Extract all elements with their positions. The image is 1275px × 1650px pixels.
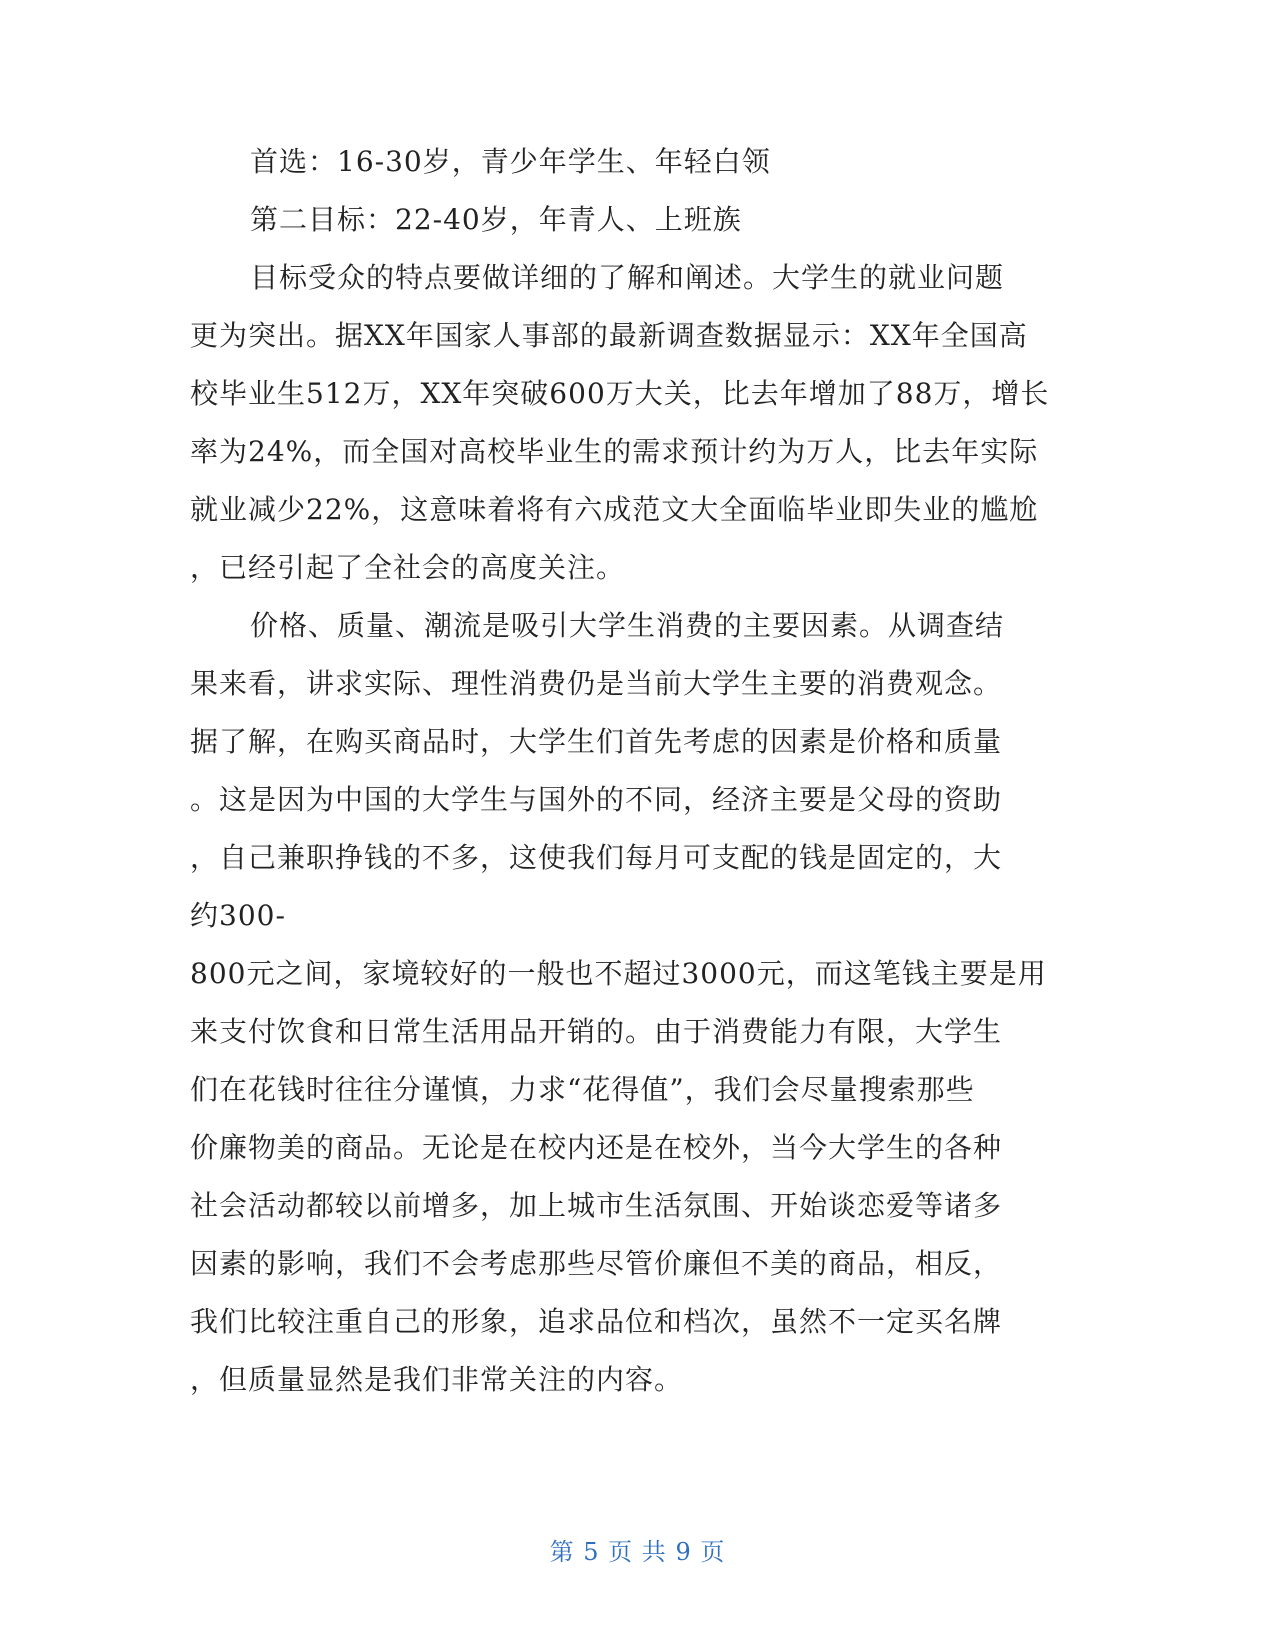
text-line: 约300- xyxy=(190,899,286,932)
text-line: ，自己兼职挣钱的不多，这使我们每月可支配的钱是固定的，大 xyxy=(190,841,1003,874)
text-line: 就业减少22%，这意味着将有六成范文大全面临毕业即失业的尴尬 xyxy=(190,493,1039,526)
page-number-footer: 第 5 页 共 9 页 xyxy=(549,1538,726,1566)
text-line: 率为24%，而全国对高校毕业生的需求预计约为万人，比去年实际 xyxy=(190,435,1039,468)
text-line: 校毕业生512万，XX年突破600万大关，比去年增加了88万，增长 xyxy=(190,377,1050,410)
text-line: ，已经引起了全社会的高度关注。 xyxy=(190,551,626,584)
text-line: 来支付饮食和日常生活用品开销的。由于消费能力有限，大学生 xyxy=(190,1015,1003,1048)
text-line: 价格、质量、潮流是吸引大学生消费的主要因素。从调查结 xyxy=(250,609,1005,642)
text-line: 社会活动都较以前增多，加上城市生活氛围、开始谈恋爱等诸多 xyxy=(190,1189,1003,1222)
text-line: 我们比较注重自己的形象，追求品位和档次，虽然不一定买名牌 xyxy=(190,1305,1003,1338)
text-line: 因素的影响，我们不会考虑那些尽管价廉但不美的商品，相反， xyxy=(190,1247,1003,1280)
text-line: 更为突出。据XX年国家人事部的最新调查数据显示：XX年全国高 xyxy=(190,319,1028,352)
text-line-target-secondary: 第二目标：22-40岁，年青人、上班族 xyxy=(250,203,742,236)
text-line: 价廉物美的商品。无论是在校内还是在校外，当今大学生的各种 xyxy=(190,1131,1003,1164)
text-line: 目标受众的特点要做详细的了解和阐述。大学生的就业问题 xyxy=(250,261,1005,294)
text-line: ，但质量显然是我们非常关注的内容。 xyxy=(190,1363,684,1396)
text-line: 们在花钱时往往分谨慎，力求“花得值”，我们会尽量搜索那些 xyxy=(190,1073,975,1106)
text-line: 800元之间，家境较好的一般也不超过3000元，而这笔钱主要是用 xyxy=(190,957,1047,990)
text-line: 。这是因为中国的大学生与国外的不同，经济主要是父母的资助 xyxy=(190,783,1003,816)
text-line: 果来看，讲求实际、理性消费仍是当前大学生主要的消费观念。 xyxy=(190,667,1003,700)
text-line-target-primary: 首选：16-30岁，青少年学生、年轻白领 xyxy=(250,145,771,178)
text-line: 据了解，在购买商品时，大学生们首先考虑的因素是价格和质量 xyxy=(190,725,1003,758)
